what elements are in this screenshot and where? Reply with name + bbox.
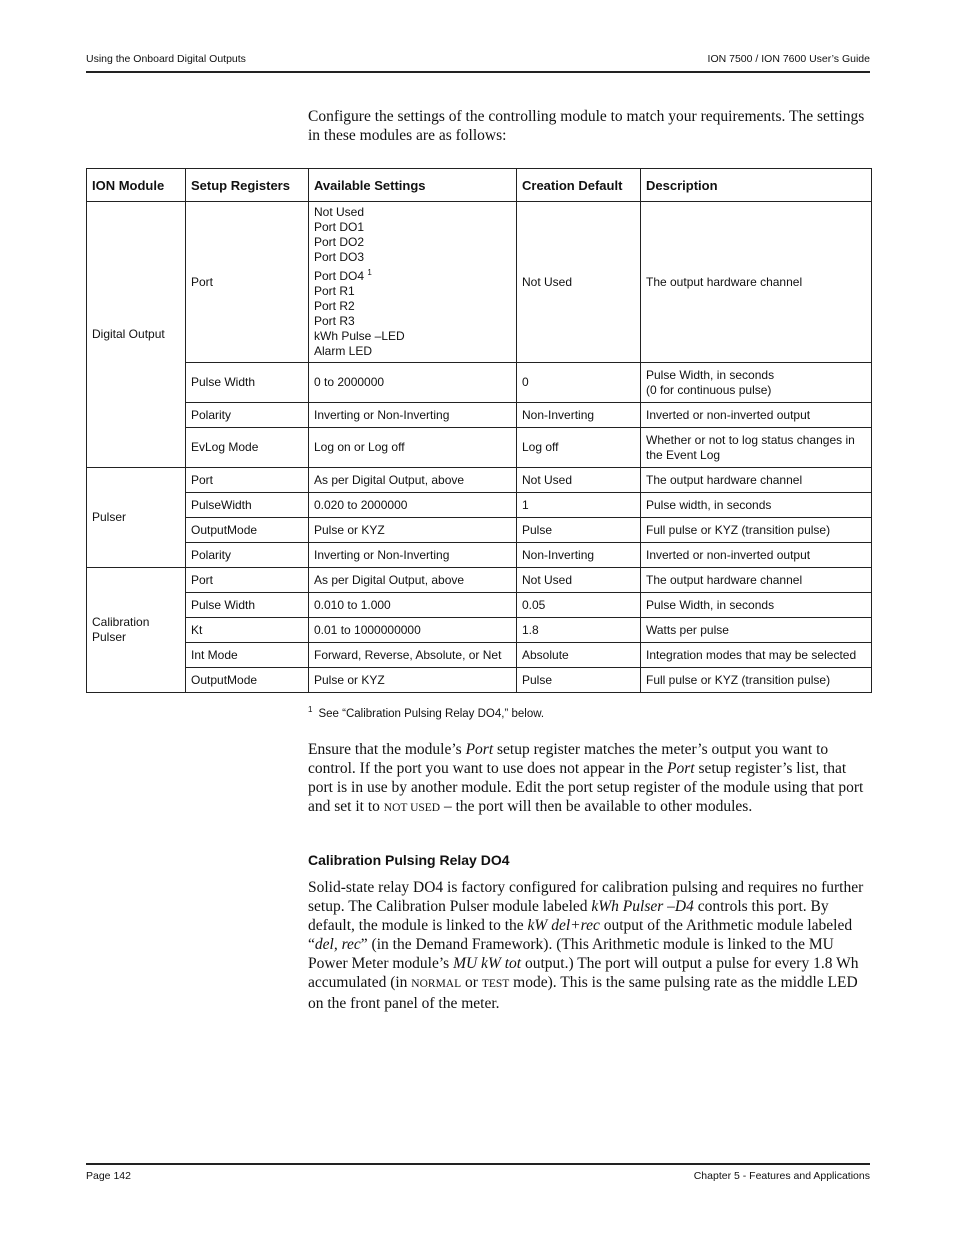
settings-cell: As per Digital Output, above: [309, 568, 517, 593]
register-cell: Pulse Width: [186, 363, 309, 403]
default-cell: Pulse: [517, 668, 641, 693]
register-cell: EvLog Mode: [186, 428, 309, 468]
footnote-mark: 1: [367, 268, 372, 277]
description-cell: Inverted or non-inverted output: [641, 403, 872, 428]
col-header-module: ION Module: [87, 169, 186, 202]
settings-cell: Pulse or KYZ: [309, 518, 517, 543]
table-row: [87, 518, 872, 543]
description-cell: Whether or not to log status changes in the Event Log: [641, 428, 872, 468]
description-cell: The output hardware channel: [641, 568, 872, 593]
intro-paragraph: Configure the settings of the controlling module to match your requirements. The settings in these modules are as follows:: [308, 108, 865, 144]
settings-cell: Inverting or Non-Inverting: [309, 543, 517, 568]
settings-table: [86, 168, 872, 693]
settings-cell: 0 to 2000000: [309, 363, 517, 403]
description-cell: Pulse width, in seconds: [641, 493, 872, 518]
table-row: [87, 428, 872, 468]
table-row: [87, 643, 872, 668]
register-cell: Port: [186, 468, 309, 493]
settings-cell: Forward, Reverse, Absolute, or Net: [309, 643, 517, 668]
settings-cell: Inverting or Non-Inverting: [309, 403, 517, 428]
col-header-settings: Available Settings: [309, 169, 517, 202]
description-cell: The output hardware channel: [641, 468, 872, 493]
col-header-default: Creation Default: [517, 169, 641, 202]
col-header-description: Description: [641, 169, 872, 202]
register-cell: Port: [186, 202, 309, 363]
default-cell: Non-Inverting: [517, 403, 641, 428]
table-row: [87, 363, 872, 403]
header-guide-title: ION 7500 / ION 7600 User’s Guide: [707, 53, 870, 65]
default-cell: Not Used: [517, 568, 641, 593]
page-footer: [86, 1163, 870, 1182]
description-cell: Full pulse or KYZ (transition pulse): [641, 668, 872, 693]
default-cell: 1.8: [517, 618, 641, 643]
settings-cell: 0.010 to 1.000: [309, 593, 517, 618]
description-cell: Watts per pulse: [641, 618, 872, 643]
chapter-title: Chapter 5 - Features and Applications: [693, 1170, 870, 1182]
register-cell: Polarity: [186, 543, 309, 568]
register-cell: Polarity: [186, 403, 309, 428]
footnote-mark: 1: [308, 705, 313, 714]
module-cell: Calibration Pulser: [87, 568, 186, 693]
register-cell: Port: [186, 568, 309, 593]
table-row: [87, 493, 872, 518]
default-cell: Pulse: [517, 518, 641, 543]
description-cell: Inverted or non-inverted output: [641, 543, 872, 568]
table-row: [87, 618, 872, 643]
description-cell: Pulse Width, in seconds: [641, 593, 872, 618]
description-cell: The output hardware channel: [641, 202, 872, 363]
table-row: [87, 593, 872, 618]
default-cell: Not Used: [517, 202, 641, 363]
settings-list-cell: Not Used Port DO1 Port DO2 Port DO3 Port DO4 $^1$ Port R1 Port R2 Port R3 kWh Pulse –LED Alarm LED: [309, 202, 517, 363]
table-row: [87, 668, 872, 693]
settings-cell: Pulse or KYZ: [309, 668, 517, 693]
page-number: Page 142: [86, 1170, 131, 1182]
table-row: [87, 543, 872, 568]
calibration-paragraph: Solid-state relay DO4 is factory configured for calibration pulsing and requires no further setup. The Calibration Pulser module labeled kWh Pulser –D4 controls this port. By default, the module is linked to the kW del+rec output of the Arithmetic module labeled “del, rec” (in the Demand Framework). (This Arithmetic module is linked to the MU Power Meter module’s MU kW tot output.) The port will output a pulse for every 1.8 Wh accumulated (in NORMAL or TEST mode). This is the same pulsing rate as the middle LED on the front panel of the meter.: [308, 879, 864, 1012]
module-cell: Digital Output: [87, 202, 186, 468]
default-cell: Absolute: [517, 643, 641, 668]
register-cell: Pulse Width: [186, 593, 309, 618]
description-cell: Full pulse or KYZ (transition pulse): [641, 518, 872, 543]
module-cell: Pulser: [87, 468, 186, 568]
table-row: [87, 568, 872, 593]
col-header-registers: Setup Registers: [186, 169, 309, 202]
page-header: [86, 53, 870, 73]
table-row: [87, 403, 872, 428]
port-paragraph: Ensure that the module’s Port setup register matches the meter’s output you want to control. If the port you want to use does not appear in the Port setup register’s list, that port is in use by another module. Edit the port setup register of the module using that port and set it to NOT USED – the port will then be available to other modules.: [308, 741, 864, 815]
register-cell: Kt: [186, 618, 309, 643]
default-cell: 0.05: [517, 593, 641, 618]
register-cell: PulseWidth: [186, 493, 309, 518]
table-row: [87, 468, 872, 493]
settings-cell: As per Digital Output, above: [309, 468, 517, 493]
register-cell: OutputMode: [186, 518, 309, 543]
default-cell: Non-Inverting: [517, 543, 641, 568]
table-header-row: [87, 169, 872, 202]
settings-cell: Log on or Log off: [309, 428, 517, 468]
description-cell: Integration modes that may be selected: [641, 643, 872, 668]
footnote-text: See “Calibration Pulsing Relay DO4,” below.: [318, 707, 545, 720]
header-section-title: Using the Onboard Digital Outputs: [86, 53, 246, 65]
section-heading: Calibration Pulsing Relay DO4: [308, 852, 510, 868]
table-row: [87, 202, 872, 363]
settings-cell: 0.020 to 2000000: [309, 493, 517, 518]
register-cell: Int Mode: [186, 643, 309, 668]
default-cell: Log off: [517, 428, 641, 468]
register-cell: OutputMode: [186, 668, 309, 693]
default-cell: Not Used: [517, 468, 641, 493]
default-cell: 1: [517, 493, 641, 518]
description-cell: Pulse Width, in seconds (0 for continuous pulse): [641, 363, 872, 403]
table-footnote: [308, 705, 544, 720]
default-cell: 0: [517, 363, 641, 403]
settings-cell: 0.01 to 1000000000: [309, 618, 517, 643]
